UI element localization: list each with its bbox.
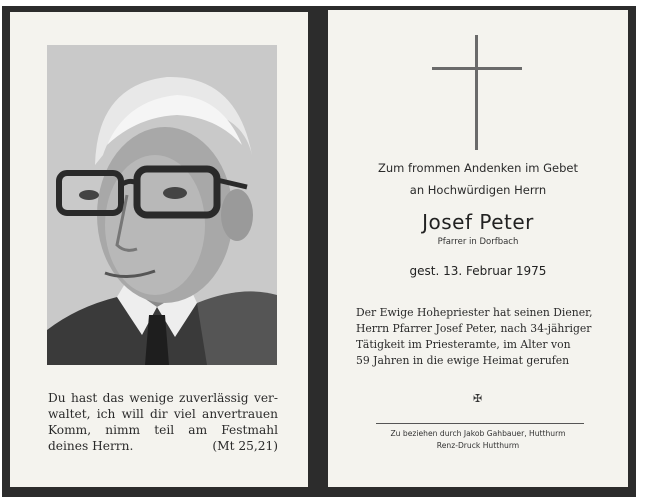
memorial-line-text: 59 Jahren in die ewige Heimat gerufen <box>356 354 570 367</box>
cross-icon <box>432 35 522 150</box>
memorial-text <box>356 305 603 369</box>
memorial-line <box>356 337 603 353</box>
verse-line: Komm, nimm teil am Festmahl <box>48 423 278 437</box>
memorial-line-text: Tätigkeit im Priesteramte, im Alter von <box>356 338 571 351</box>
memorial-line <box>356 353 603 369</box>
memorial-line <box>356 305 603 321</box>
intro-line: an Hochwürdigen Herrn <box>409 183 547 197</box>
divider <box>376 423 584 424</box>
intro-line: Zum frommen Andenken im Gebet <box>377 161 579 175</box>
imprint-line: Renz-Druck Hutthurm <box>436 441 520 450</box>
portrait-photo <box>47 45 277 365</box>
verse-last-text: deines Herrn. <box>48 439 134 453</box>
verse-last-line <box>48 438 278 454</box>
imprint-line: Zu beziehen durch Jakob Gahbauer, Hutthurm <box>390 429 566 438</box>
death-date: gest. 13. Februar 1975 <box>409 264 547 278</box>
memorial-line-text: Der Ewige Hohepriester hat seinen Diener, <box>356 306 593 319</box>
right-card <box>328 10 628 487</box>
bible-verse <box>48 390 278 454</box>
left-card <box>10 12 308 487</box>
portrait-image <box>47 45 277 365</box>
deceased-role: Pfarrer in Dorfbach <box>437 237 519 247</box>
verse-line: Du hast das wenige zuverlässig ver- <box>48 391 278 405</box>
memorial-line-text: Herrn Pfarrer Josef Peter, nach 34-jähriger <box>356 322 592 335</box>
small-cross-icon: ✠ <box>473 392 483 405</box>
verse-reference: (Mt 25,21) <box>212 439 278 453</box>
memorial-line <box>356 321 603 337</box>
deceased-name: Josef Peter <box>422 210 534 234</box>
verse-line: waltet, ich will dir viel anvertrauen <box>48 407 278 421</box>
